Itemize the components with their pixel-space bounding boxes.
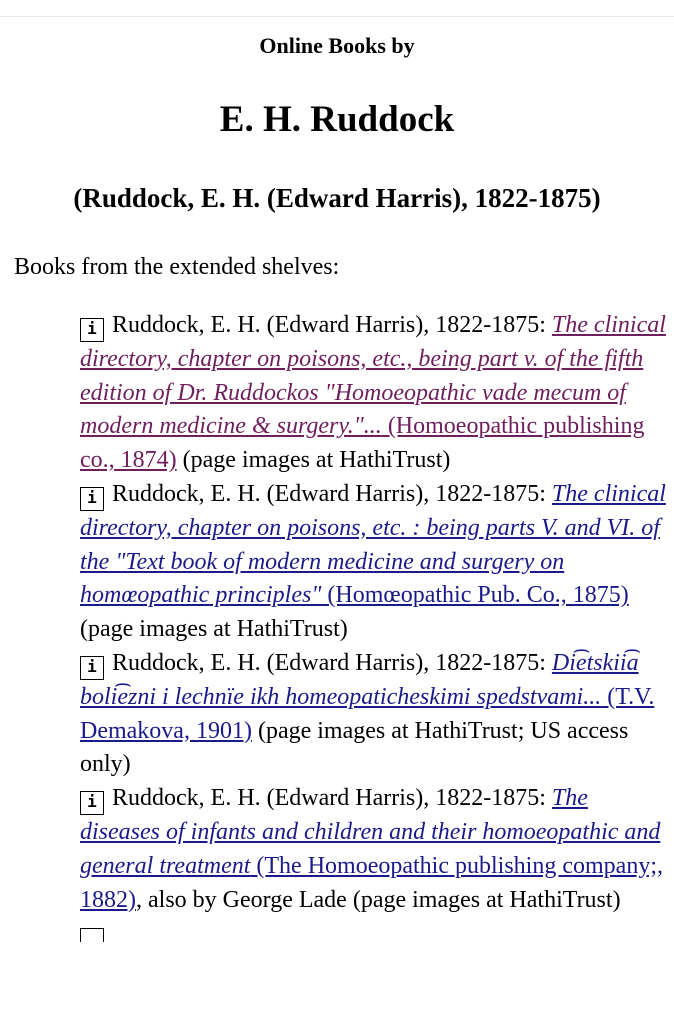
book-title: The diseases of infants and children and their homoeopathic and general treatment	[80, 785, 661, 879]
book-publisher: (T.V. Demakova, 1901)	[80, 683, 655, 744]
book-author: Ruddock, E. H. (Edward Harris), 1822-1875:	[112, 785, 552, 812]
book-access-note: (page images at HathiTrust)	[176, 447, 451, 474]
book-title: The clinical directory, chapter on poisons, etc., being part v. of the fifth edition of Dr. Ruddockos "Homoeopathic vade mecum of modern medicine & surgery."...	[80, 312, 666, 440]
book-extra: , also by George Lade	[136, 886, 347, 913]
info-icon[interactable]	[80, 928, 104, 942]
info-icon[interactable]: i	[80, 487, 104, 511]
book-entry	[80, 647, 666, 782]
book-access-note: (page images at HathiTrust)	[80, 616, 348, 643]
book-author: Ruddock, E. H. (Edward Harris), 1822-1875:	[112, 480, 552, 507]
book-publisher: (The Homoeopathic publishing company;, 1882)	[80, 852, 663, 913]
book-title: The clinical directory, chapter on poisons, etc. : being parts V. and VI. of the "Text book of modern medicine and surgery on homœopathic principles"	[80, 480, 666, 609]
section-label: Books from the extended shelves:	[14, 254, 340, 280]
book-access-note: (page images at HathiTrust)	[346, 886, 621, 913]
book-author: Ruddock, E. H. (Edward Harris), 1822-1875:	[112, 312, 552, 338]
book-title: Di͡etskii͡a boli͡ezni i lechnïe ikh homeopaticheskimi spedstvami...	[80, 649, 639, 710]
book-access-note: (page images at HathiTrust; US access only)	[80, 717, 629, 778]
book-list	[80, 309, 666, 951]
book-publisher: (Homœopathic Pub. Co., 1875)	[321, 582, 629, 609]
book-author: Ruddock, E. H. (Edward Harris), 1822-1875:	[112, 649, 552, 676]
author-heading: E. H. Ruddock	[219, 99, 455, 140]
book-entry	[80, 478, 666, 647]
top-divider	[0, 16, 674, 17]
info-icon[interactable]: i	[80, 791, 104, 815]
page-heading-prefix: Online Books by	[259, 33, 415, 58]
info-icon[interactable]: i	[80, 318, 104, 342]
author-full-name: (Ruddock, E. H. (Edward Harris), 1822-1875)	[73, 183, 601, 213]
book-publisher: (Homoeopathic publishing co., 1874)	[80, 413, 645, 474]
book-entry	[80, 309, 666, 478]
book-entry-partial	[80, 917, 666, 951]
book-entry	[80, 782, 666, 917]
info-icon[interactable]: i	[80, 656, 104, 680]
